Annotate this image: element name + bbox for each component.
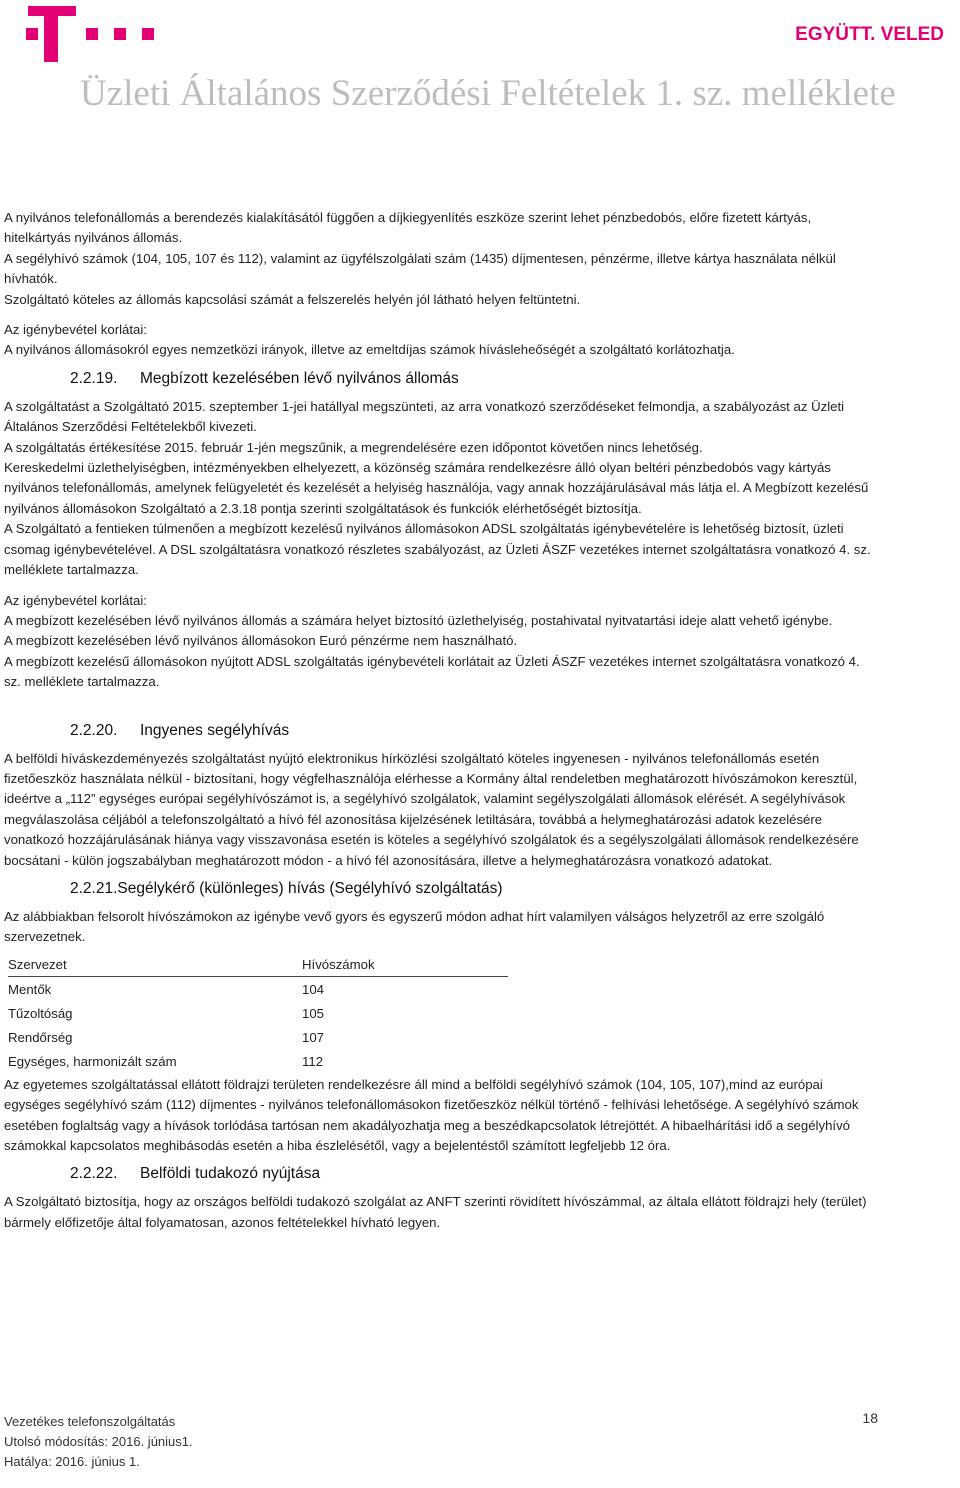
section-number: 2.2.22. [70, 1165, 118, 1183]
section-title: Segélykérő (különleges) hívás (Segélyhívó szolgáltatás) [117, 879, 503, 897]
table-row [8, 1049, 508, 1073]
paragraph: Az igénybevétel korlátai: [4, 322, 147, 338]
paragraph: Az egyetemes szolgáltatással ellátott földrajzi területen rendelkezésre áll mind a belföldi segélyhívó számok (104, 105, 107),mind az európai egységes segélyhívó szám (112) díjmentes - nyilvános telefonállomásokon fizetőeszköz nélkül történő - felhívási lehetősége. A segélyhívó számok esetében foglaltság vagy a hívások torlódása tartósan nem akadályozhatja meg a beszédkapcsolatok létrejöttét. A hibaelhárítási idő a segélyhívó számokkal kapcsolatos meghibásodás esetén a hiba észlelésétől, vagy a bejelentéstől számított legfeljebb 12 óra. [4, 1076, 859, 1153]
paragraph: A Szolgáltató a fentieken túlmenően a megbízott kezelésű nyilvános állomásokon ADSL szolgáltatás igénybevételére is lehetőség biztosít, üzleti csomag igénybevételével. A DSL szolgáltatásra vonatkozó részletes szabályozást, az Üzleti ÁSZF vezetékes internet szolgáltatásra vonatkozó 4. sz. melléklete tartalmazza. [4, 521, 871, 578]
paragraph: A segélyhívó számok (104, 105, 107 és 112), valamint az ügyfélszolgálati szám (1435) díjmentesen, pénzérme, illetve kártya használata nélkül hívhatók. [4, 250, 836, 287]
section-heading-2-2-22 [4, 1162, 872, 1186]
paragraph: Kereskedelmi üzlethelyiségben, intézményekben elhelyezett, a közönség számára rendelkezésre álló olyan beltéri pénzbedobós vagy kártyás nyilvános telefonállomás, amelynek felügyeletét és kezelését a helyiség használója, vagy annak hozzájárulásával más látja el. A Megbízott kezelésű nyilvános állomásokon Szolgáltató a 2.3.18 pontja szerinti szolgáltatások és funkciók elérhetőségét biztosítja. [4, 460, 869, 516]
paragraph: A megbízott kezelésében lévő nyilvános állomásokon Euró pénzérme nem használható. [4, 633, 518, 649]
table-cell: Rendőrség [8, 1030, 73, 1046]
logo-square [114, 28, 126, 40]
paragraph: A Szolgáltató biztosítja, hogy az országos belföldi tudakozó szolgálat az ANFT szerinti rövidített hívószámmal, az általa ellátott földrajzi hely (terület) bármely előfizetője által folyamatosan, azonos feltételekkel hívható legyen. [4, 1194, 867, 1230]
section-title: Megbízott kezelésében lévő nyilvános állomás [140, 369, 459, 387]
logo-square [86, 28, 98, 40]
paragraph: A belföldi híváskezdeményezés szolgáltatást nyújtó elektronikus hírközlési szolgáltató köteles ingyenesen - nyilvános telefonállomás esetén fizetőeszköz használata nélkül - biztosítani, hogy végfelhasználója elérhesse a Kormány által rendeletben meghatározott hívószámokon keresztül, ideértve a „112” egységes európai segélyhívószámot is, a segélyhívó szolgálatok, valamint segélyszolgálati állomások elérését. A segélyhívások megválaszolása céljából a telefonszolgáltató a hívó fél azonosítása kijelzésének letiltására, továbbá a helymeghatározási adatok kezelésére vonatkozó hozzájárulásának hiánya vagy visszavonása esetén is köteles a segélyhívó szolgálatok és a segélyszolgálati állomások rendelkezésére bocsátani - külön jogszabályban meghatározott módon - a hívó fél azonosítására, illetve a helymeghatározásra vonatkozó adatokat. [4, 750, 859, 868]
footer-line: Vezetékes telefonszolgáltatás [4, 1414, 176, 1429]
paragraph: A szolgáltatást a Szolgáltató 2015. szeptember 1-jei hatállyal megszünteti, az arra vonatkozó szerződéseket felmondja, a szabályozást az Üzleti Általános Szerződési Feltételekből kivezeti. [4, 398, 845, 435]
page-footer [4, 1412, 872, 1472]
telekom-logo [28, 0, 168, 62]
paragraph: A nyilvános telefonállomás a berendezés kialakításától függően a díjkiegyenlítés eszköze szerint lehet pénzbedobós, előre fizetett kártyás, hitelkártyás nyilvános állomás. [4, 210, 812, 246]
footer-line: Utolsó módosítás: 2016. június1. [4, 1434, 193, 1449]
section-number: 2.2.19. [70, 369, 118, 387]
paragraph: Szolgáltató köteles az állomás kapcsolási számát a felszerelés helyén jól látható helyen feltüntetni. [4, 291, 581, 307]
table-cell: Egységes, harmonizált szám [8, 1054, 177, 1070]
section-heading-2-2-21 [4, 877, 872, 901]
section-number: 2.2.21. [70, 879, 118, 897]
table-header-cell: Hívószámok [302, 950, 508, 977]
table-row [8, 1001, 508, 1025]
emergency-numbers-table [8, 950, 508, 1073]
table-cell: 107 [302, 1030, 325, 1046]
table-cell: 112 [302, 1054, 324, 1070]
brand-tagline: EGYÜTT. VELED [795, 24, 944, 45]
table-cell: 104 [302, 982, 325, 998]
paragraph: A megbízott kezelésében lévő nyilvános állomás a számára helyet biztosító üzlethelyiség, postahivatal nyitvatartási ideje alatt vehető igénybe. [4, 612, 833, 628]
table-cell: 105 [302, 1006, 325, 1022]
section-number: 2.2.20. [70, 721, 118, 739]
table-header-row [8, 950, 508, 977]
paragraph: A megbízott kezelésű állomásokon nyújtott ADSL szolgáltatás igénybevételi korlátait az Üzleti ÁSZF vezetékes internet szolgáltatásra vonatkozó 4. sz. melléklete tartalmazza. [4, 653, 860, 690]
logo-square [26, 28, 38, 40]
paragraph: A nyilvános állomásokról egyes nemzetközi irányok, illetve az emeltdíjas számok hívásleheőségét a szolgáltató korlátozhatja. [4, 342, 735, 358]
table-row [8, 1025, 508, 1049]
document-title: Üzleti Általános Szerződési Feltételek 1. sz. melléklete [80, 73, 896, 114]
section-title: Belföldi tudakozó nyújtása [140, 1165, 321, 1183]
logo-square [142, 28, 154, 40]
paragraph: Az alábbiakban felsorolt hívószámokon az igénybe vevő gyors és egyszerű módon adhat hírt valamilyen válságos helyzetről az erre szolgáló szervezetnek. [4, 908, 825, 945]
table-header-cell: Szervezet [8, 950, 302, 977]
section-heading-2-2-20 [4, 719, 872, 743]
document-body [4, 208, 872, 1233]
footer-line: Hatálya: 2016. június 1. [4, 1454, 140, 1469]
logo-t-stem [44, 6, 58, 62]
paragraph: A szolgáltatás értékesítése 2015. február 1-jén megszűnik, a megrendelésére ezen időpontot követően nincs lehetőség. [4, 439, 703, 455]
section-heading-2-2-19 [4, 367, 872, 391]
section-title: Ingyenes segélyhívás [140, 721, 290, 739]
page-number: 18 [862, 1410, 878, 1426]
paragraph: Az igénybevétel korlátai: [4, 592, 147, 608]
table-cell: Mentők [8, 982, 52, 998]
table-cell: Tűzoltóság [8, 1006, 73, 1022]
table-row [8, 976, 508, 1001]
